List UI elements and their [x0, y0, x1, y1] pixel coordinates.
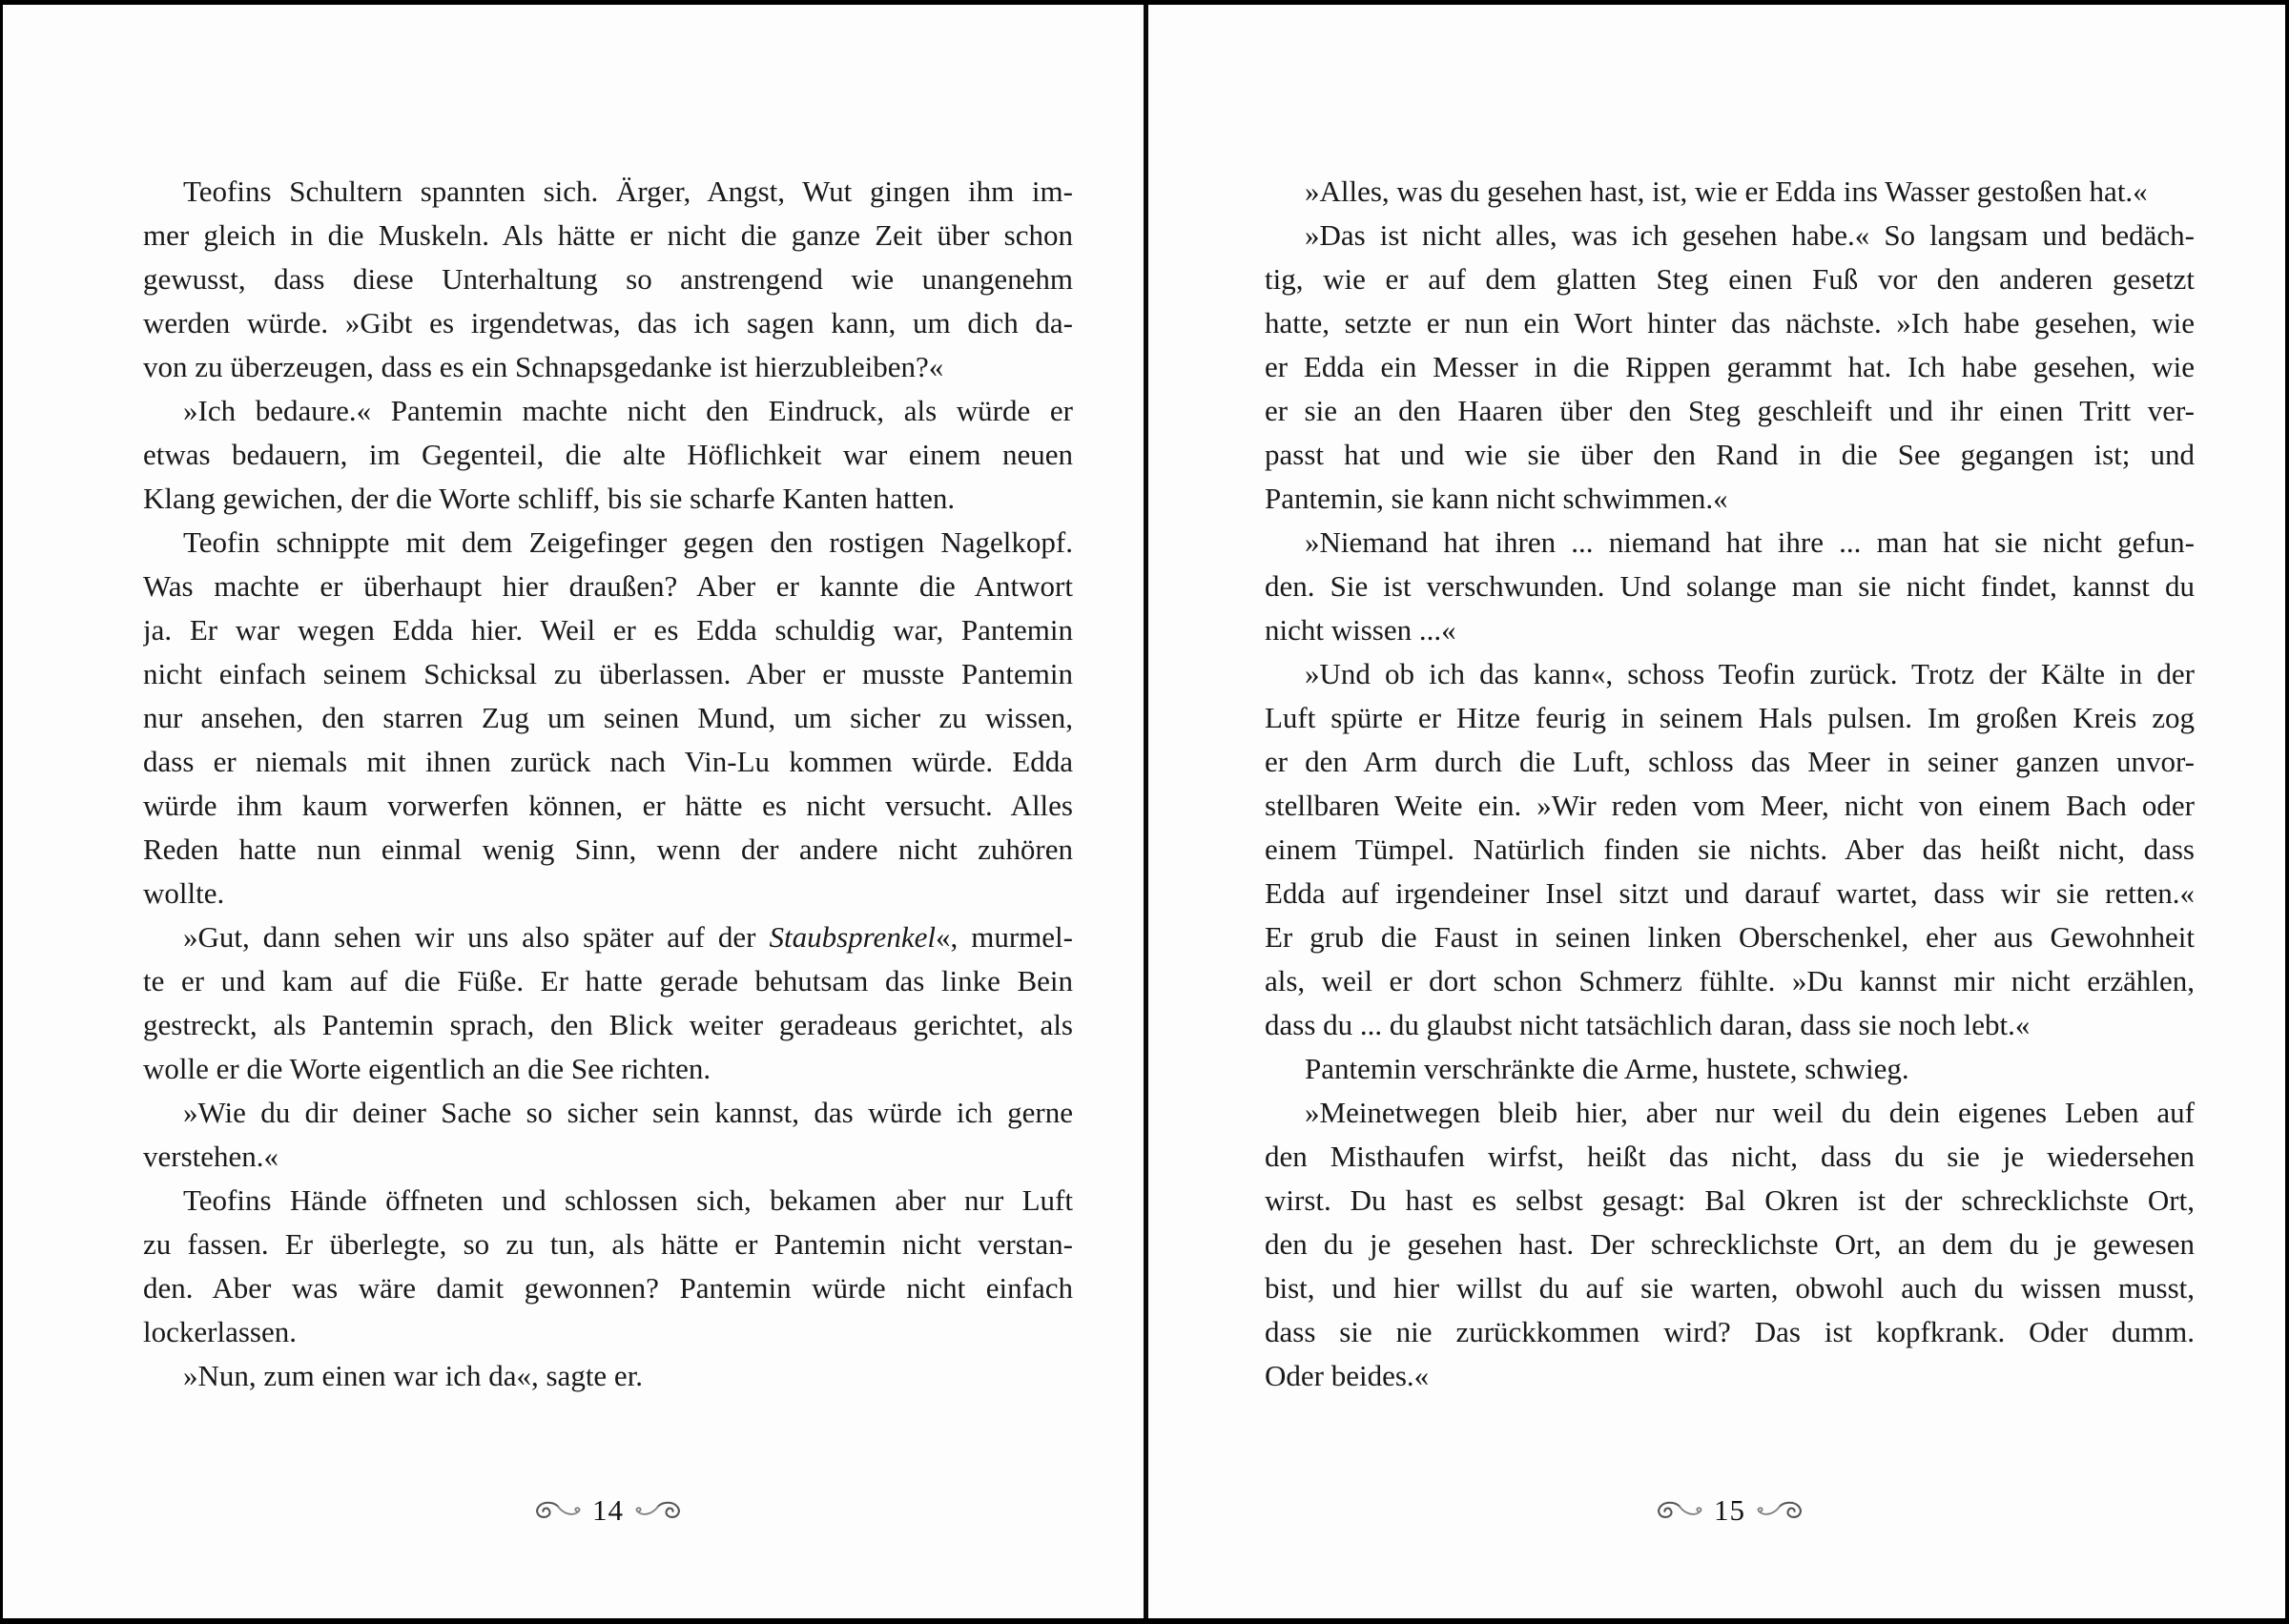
text-line: ja. Er war wegen Edda hier. Weil er es Edda schuldig war, Pantemin [143, 613, 1073, 647]
text-line: te er und kam auf die Füße. Er hatte gerade behutsam das linke Bein [143, 964, 1073, 997]
page-footer [143, 1493, 1073, 1528]
text-line: dass du ... du glaubst nicht tatsächlich daran, dass sie noch lebt.« [1265, 1008, 2031, 1041]
text-line: Teofins Schultern spannten sich. Ärger, Angst, Wut gingen ihm im- [183, 175, 1073, 208]
flourish-left-icon [1655, 1500, 1704, 1521]
text-line: »Und ob ich das kann«, schoss Teofin zurück. Trotz der Kälte in der [1305, 657, 2195, 690]
flourish-right-icon [633, 1500, 683, 1521]
text-line: von zu überzeugen, dass es ein Schnapsgedanke ist hierzubleiben?« [143, 350, 944, 383]
text-line: Oder beides.« [1265, 1359, 1430, 1392]
text-line: hatte, setzte er nun ein Wort hinter das nächste. »Ich habe gesehen, wie [1265, 306, 2195, 339]
text-line: »Niemand hat ihren ... niemand hat ihre ... man hat sie nicht gefun- [1305, 525, 2195, 559]
text-line: er Edda ein Messer in die Rippen gerammt hat. Ich habe gesehen, wie [1265, 350, 2195, 383]
text-line: Teofin schnippte mit dem Zeigefinger gegen den rostigen Nagelkopf. [183, 525, 1073, 559]
text-line: Pantemin verschränkte die Arme, hustete, schwieg. [1305, 1052, 1909, 1085]
text-line: zu fassen. Er überlegte, so zu tun, als hätte er Pantemin nicht verstan- [143, 1227, 1073, 1261]
text-line: einem Tümpel. Natürlich finden sie nichts. Aber das heißt nicht, dass [1265, 833, 2195, 866]
text-line: wolle er die Worte eigentlich an die See richten. [143, 1052, 711, 1085]
text-line: würde ihm kaum vorwerfen können, er hätte es nicht versucht. Alles [143, 789, 1073, 822]
text-line: bist, und hier willst du auf sie warten, obwohl auch du wissen musst, [1265, 1271, 2195, 1305]
text-line: »Meinetwegen bleib hier, aber nur weil du dein eigenes Leben auf [1305, 1096, 2195, 1129]
text-line: Teofins Hände öffneten und schlossen sich, bekamen aber nur Luft [183, 1183, 1073, 1217]
page-text [143, 170, 1073, 1398]
text-line: »Alles, was du gesehen hast, ist, wie er Edda ins Wasser gestoßen hat.« [1305, 175, 2148, 208]
text-line: werden würde. »Gibt es irgendetwas, das ich sagen kann, um dich da- [143, 306, 1073, 339]
text-line: den. Aber was wäre damit gewonnen? Pantemin würde nicht einfach [143, 1271, 1073, 1305]
text-line: tig, wie er auf dem glatten Steg einen Fuß vor den anderen gesetzt [1265, 262, 2195, 296]
text-line: verstehen.« [143, 1140, 279, 1173]
text-line: wollte. [143, 876, 225, 910]
text-line: Klang gewichen, der die Worte schliff, bis sie scharfe Kanten hatten. [143, 482, 956, 515]
text-line: »Gut, dann sehen wir uns also später auf der Staubsprenkel«, murmel- [183, 920, 1073, 954]
text-line: wirst. Du hast es selbst gesagt: Bal Okren ist der schrecklichste Ort, [1265, 1183, 2195, 1217]
page-footer [1265, 1493, 2195, 1528]
text-line: Er grub die Faust in seinen linken Oberschenkel, eher aus Gewohnheit [1265, 920, 2195, 954]
text-line: Reden hatte nun einmal wenig Sinn, wenn der andere nicht zuhören [143, 833, 1073, 866]
text-line: Luft spürte er Hitze feurig in seinem Hals pulsen. Im großen Kreis zog [1265, 701, 2195, 734]
book-page-right [1148, 0, 2289, 1624]
text-line: mer gleich in die Muskeln. Als hätte er nicht die ganze Zeit über schon [143, 218, 1073, 252]
text-line: dass er niemals mit ihnen zurück nach Vin-Lu kommen würde. Edda [143, 745, 1073, 778]
flourish-left-icon [533, 1500, 583, 1521]
text-line: lockerlassen. [143, 1315, 297, 1348]
text-line: »Ich bedaure.« Pantemin machte nicht den Eindruck, als würde er [183, 394, 1073, 427]
text-line: den du je gesehen hast. Der schrecklichste Ort, an dem du je gewesen [1265, 1227, 2195, 1261]
page-text [1265, 170, 2195, 1398]
text-line: »Wie du dir deiner Sache so sicher sein kannst, das würde ich gerne [183, 1096, 1073, 1129]
text-line: den. Sie ist verschwunden. Und solange man sie nicht findet, kannst du [1265, 569, 2195, 603]
page-number: 14 [592, 1493, 624, 1527]
center-gutter-divider [1144, 0, 1148, 1624]
text-line: stellbaren Weite ein. »Wir reden vom Meer, nicht von einem Bach oder [1265, 789, 2195, 822]
text-line: als, weil er dort schon Schmerz fühlte. »Du kannst mir nicht erzählen, [1265, 964, 2195, 997]
text-line: »Das ist nicht alles, was ich gesehen habe.« So langsam und bedäch- [1305, 218, 2195, 252]
text-line: dass sie nie zurückkommen wird? Das ist kopfkrank. Oder dumm. [1265, 1315, 2195, 1348]
text-line: nur ansehen, den starren Zug um seinen Mund, um sicher zu wissen, [143, 701, 1073, 734]
text-line: nicht wissen ...« [1265, 613, 1456, 647]
text-line: er den Arm durch die Luft, schloss das Meer in seiner ganzen unvor- [1265, 745, 2195, 778]
text-line: Pantemin, sie kann nicht schwimmen.« [1265, 482, 1728, 515]
book-page-left [0, 0, 1144, 1624]
flourish-right-icon [1755, 1500, 1804, 1521]
text-line: gestreckt, als Pantemin sprach, den Blick weiter geradeaus gerichtet, als [143, 1008, 1073, 1041]
page-number: 15 [1714, 1493, 1745, 1527]
text-line: nicht einfach seinem Schicksal zu überlassen. Aber er musste Pantemin [143, 657, 1073, 690]
text-line: er sie an den Haaren über den Steg geschleift und ihr einen Tritt ver- [1265, 394, 2195, 427]
text-line: passt hat und wie sie über den Rand in die See gegangen ist; und [1265, 438, 2195, 471]
text-line: gewusst, dass diese Unterhaltung so anstrengend wie unangenehm [143, 262, 1073, 296]
text-line: Edda auf irgendeiner Insel sitzt und darauf wartet, dass wir sie retten.« [1265, 876, 2195, 910]
text-line: etwas bedauern, im Gegenteil, die alte Höflichkeit war einem neuen [143, 438, 1073, 471]
text-line: »Nun, zum einen war ich da«, sagte er. [183, 1359, 644, 1392]
text-line: den Misthaufen wirfst, heißt das nicht, dass du sie je wiedersehen [1265, 1140, 2195, 1173]
text-line: Was machte er überhaupt hier draußen? Aber er kannte die Antwort [143, 569, 1073, 603]
